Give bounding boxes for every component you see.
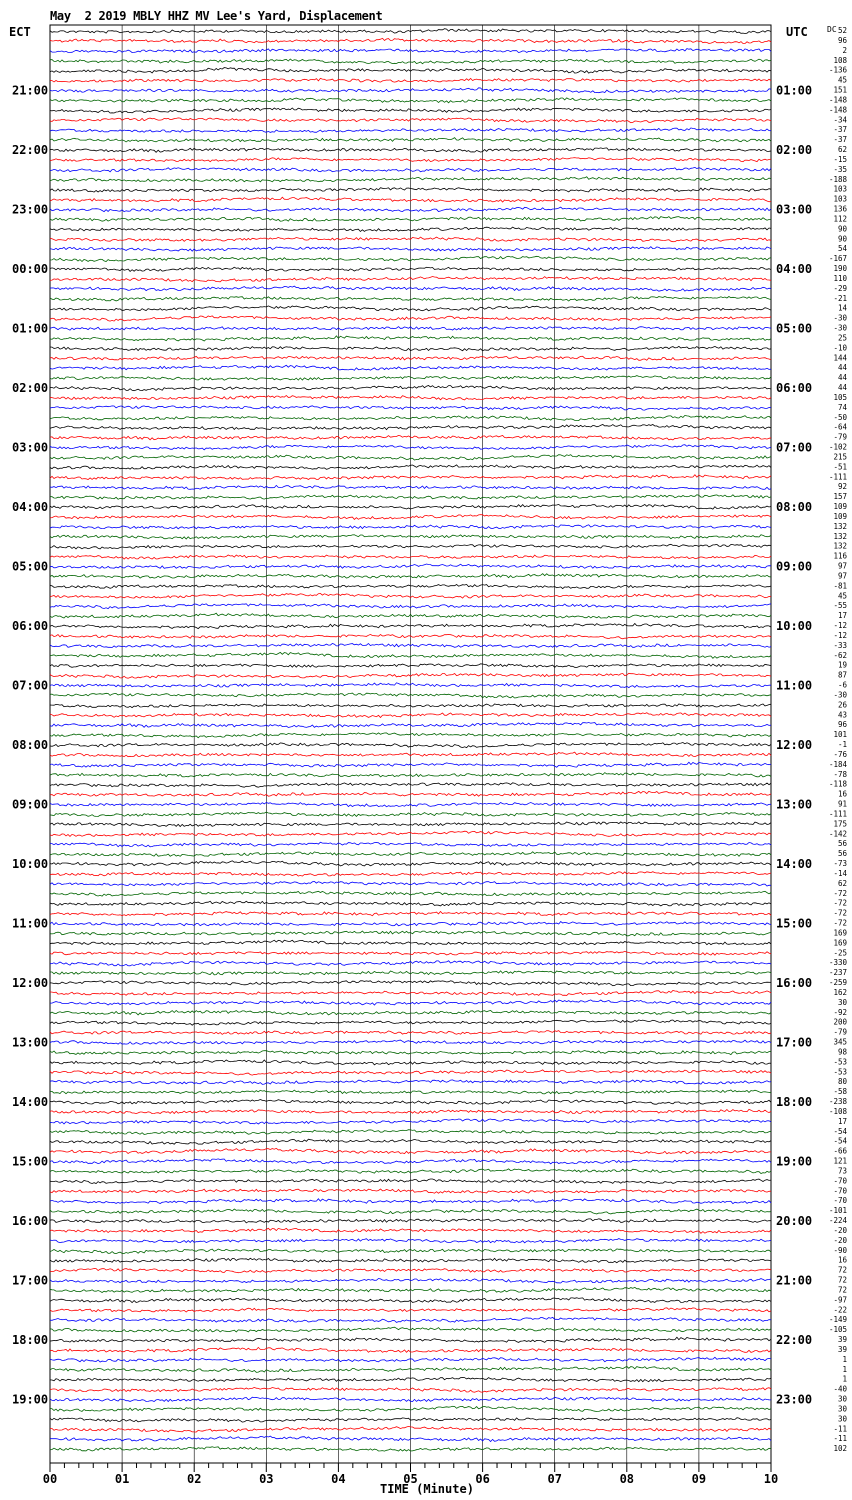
x-tick-label: 03 (259, 1472, 274, 1486)
dc-offset-label: -188 (828, 174, 847, 184)
dc-offset-label: 44 (837, 383, 847, 392)
right-hour-label: 01:00 (776, 83, 813, 98)
right-hour-label: 11:00 (776, 678, 813, 693)
dc-offset-label: -237 (828, 968, 847, 978)
dc-offset-label: 16 (837, 1255, 847, 1265)
dc-offset-label: 121 (833, 1156, 847, 1166)
dc-offset-label: -72 (833, 908, 847, 918)
dc-offset-label: -136 (828, 65, 847, 75)
right-hour-label: 20:00 (776, 1214, 813, 1228)
dc-offset-label: -62 (833, 650, 847, 660)
dc-offset-label: -184 (828, 759, 847, 769)
dc-offset-label: 1 (842, 1354, 847, 1364)
dc-offset-label: 175 (833, 819, 847, 829)
dc-offset-label: 17 (837, 611, 847, 621)
dc-offset-label: -90 (833, 1245, 847, 1255)
right-hour-label: 14:00 (776, 857, 813, 871)
dc-offset-label: 62 (837, 145, 847, 154)
x-tick-label: 06 (475, 1472, 490, 1486)
dc-offset-label: 90 (837, 234, 847, 244)
dc-offset-label: -1 (837, 740, 847, 749)
dc-offset-label: 1 (842, 1364, 847, 1374)
right-hour-label: 21:00 (776, 1273, 813, 1288)
x-tick-label: 05 (403, 1472, 418, 1486)
dc-offset-label: -33 (833, 640, 847, 650)
left-hour-label: 06:00 (12, 619, 49, 633)
dc-offset-label: 90 (837, 224, 847, 234)
left-hour-label: 22:00 (12, 143, 49, 157)
dc-offset-label: -34 (833, 115, 847, 125)
dc-offset-label: -73 (833, 859, 847, 868)
left-hour-label: 00:00 (12, 262, 49, 276)
dc-offset-label: -58 (833, 1087, 847, 1097)
dc-offset-label: -79 (833, 1027, 847, 1037)
dc-offset-label: 44 (837, 363, 847, 373)
dc-offset-label: -30 (833, 690, 847, 700)
dc-offset-label: -70 (833, 1176, 847, 1186)
dc-offset-label: -101 (828, 1206, 847, 1216)
dc-offset-label: -35 (833, 164, 847, 174)
dc-offset-label: 96 (837, 720, 847, 730)
dc-offset-label: -108 (828, 1106, 847, 1116)
dc-offset-label: 103 (833, 194, 847, 204)
left-hour-label: 11:00 (12, 916, 49, 931)
dc-offset-label: -54 (833, 1136, 847, 1146)
right-hour-label: 13:00 (776, 797, 813, 812)
x-tick-label: 02 (186, 1472, 202, 1486)
x-tick-label: 08 (619, 1472, 635, 1486)
dc-offset-label: 73 (837, 1166, 847, 1176)
dc-offset-label: -11 (833, 1434, 847, 1444)
dc-offset-label: -72 (833, 888, 847, 898)
dc-offset-label: -29 (833, 283, 847, 293)
dc-offset-label: 92 (837, 482, 847, 492)
dc-offset-label: -259 (828, 978, 847, 987)
dc-offset-label: 74 (837, 402, 847, 412)
dc-offset-label: 25 (837, 333, 847, 343)
right-hour-label: 18:00 (776, 1095, 813, 1109)
x-tick-label: 04 (331, 1472, 346, 1486)
dc-offset-label: 56 (837, 839, 847, 849)
dc-offset-label: -12 (833, 630, 847, 640)
dc-offset-label: 116 (833, 551, 847, 561)
left-hour-label: 18:00 (12, 1333, 49, 1347)
chart-title: May 2 2019 MBLY HHZ MV Lee's Yard, Displacement (50, 9, 383, 23)
dc-offset-label: 97 (837, 571, 847, 581)
dc-offset-label: 102 (833, 1444, 847, 1454)
dc-offset-label: 26 (837, 700, 847, 710)
dc-offset-label: -11 (833, 1424, 847, 1434)
dc-offset-label: 44 (837, 373, 847, 383)
right-hour-label: 05:00 (776, 321, 813, 336)
dc-offset-label: -37 (833, 125, 847, 135)
dc-offset-label: -238 (828, 1097, 847, 1106)
dc-offset-label: -54 (833, 1126, 847, 1136)
dc-offset-label: 43 (837, 710, 847, 720)
dc-offset-label: 45 (837, 75, 847, 85)
right-hour-label: 08:00 (776, 500, 813, 514)
dc-offset-label: 109 (833, 511, 847, 521)
left-hour-label: 10:00 (12, 857, 49, 871)
x-tick-label: 07 (547, 1472, 562, 1486)
dc-offset-label: -111 (828, 809, 847, 819)
right-hour-label: 15:00 (776, 916, 813, 931)
dc-offset-label: -22 (833, 1305, 847, 1315)
dc-offset-label: 101 (833, 730, 847, 740)
dc-offset-label: -64 (833, 422, 847, 432)
dc-offset-label: -30 (833, 313, 847, 323)
dc-offset-label: 62 (837, 878, 847, 888)
right-hour-label: 12:00 (776, 738, 813, 752)
dc-offset-label: 110 (833, 273, 847, 283)
left-hour-label: 23:00 (12, 202, 49, 217)
dc-offset-label: 132 (833, 531, 847, 541)
dc-offset-label: 30 (837, 1394, 847, 1404)
dc-offset-label: -148 (828, 95, 847, 105)
dc-offset-label: -224 (828, 1216, 847, 1225)
dc-offset-label: 56 (837, 849, 847, 859)
left-hour-label: 19:00 (12, 1392, 49, 1407)
dc-offset-label: 136 (833, 204, 847, 214)
dc-offset-label: 162 (833, 987, 847, 997)
dc-offset-label: 132 (833, 521, 847, 531)
dc-offset-label: -50 (833, 412, 847, 422)
dc-offset-label: 103 (833, 184, 847, 194)
left-hour-label: 12:00 (12, 976, 49, 990)
dc-offset-label: 109 (833, 502, 847, 511)
dc-offset-label: -78 (833, 769, 847, 779)
dc-offset-label: -102 (828, 442, 847, 452)
dc-offset-label: 190 (833, 264, 847, 273)
dc-offset-label: 132 (833, 541, 847, 551)
dc-offset-label: 72 (837, 1275, 847, 1285)
dc-offset-label: -25 (833, 948, 847, 958)
left-hour-label: 15:00 (12, 1154, 49, 1169)
x-tick-label: 00 (42, 1472, 58, 1486)
dc-offset-label: -148 (828, 105, 847, 115)
right-hour-label: 06:00 (776, 381, 813, 395)
dc-offset-label: -149 (828, 1315, 847, 1325)
dc-offset-label: 45 (837, 591, 847, 601)
x-tick-label: 09 (691, 1472, 707, 1486)
dc-offset-label: 108 (833, 55, 847, 65)
dc-offset-label: -15 (833, 154, 847, 164)
dc-offset-label: 52 (837, 26, 847, 35)
dc-offset-label: 1 (842, 1374, 847, 1384)
left-hour-label: 13:00 (12, 1035, 49, 1050)
left-hour-label: 14:00 (12, 1095, 49, 1109)
dc-offset-label: 105 (833, 392, 847, 402)
dc-offset-label: 97 (837, 561, 847, 571)
dc-offset-label: -40 (833, 1384, 847, 1394)
dc-offset-label: 96 (837, 35, 847, 45)
x-axis-label: TIME (Minute) (380, 1482, 474, 1496)
dc-offset-label: -97 (833, 1295, 847, 1305)
dc-offset-label: -10 (833, 343, 847, 353)
dc-offset-label: 169 (833, 928, 847, 938)
dc-offset-label: -6 (837, 680, 847, 690)
dc-offset-label: 39 (837, 1335, 847, 1344)
dc-offset-label: -92 (833, 1007, 847, 1017)
left-hour-label: 16:00 (12, 1214, 49, 1228)
right-timezone-label: UTC (786, 25, 808, 39)
left-hour-label: 01:00 (12, 321, 49, 336)
dc-offset-label: -72 (833, 898, 847, 908)
dc-offset-label: 2 (842, 45, 847, 55)
left-timezone-label: ECT (9, 25, 31, 39)
dc-offset-label: 80 (837, 1077, 847, 1087)
right-hour-label: 04:00 (776, 262, 813, 276)
left-hour-label: 07:00 (12, 678, 49, 693)
dc-offset-label: 72 (837, 1285, 847, 1295)
x-tick-label: 01 (114, 1472, 130, 1486)
dc-offset-label: -53 (833, 1067, 847, 1077)
dc-offset-label: 169 (833, 938, 847, 948)
dc-offset-label: -12 (833, 621, 847, 630)
dc-column-label: DC (827, 25, 837, 34)
dc-offset-label: -118 (828, 779, 847, 789)
dc-offset-label: 112 (833, 214, 847, 224)
dc-offset-label: 16 (837, 789, 847, 799)
dc-offset-label: 17 (837, 1116, 847, 1126)
left-hour-label: 03:00 (12, 440, 49, 455)
left-hour-label: 09:00 (12, 797, 49, 812)
right-hour-label: 07:00 (776, 440, 813, 455)
left-hour-label: 21:00 (12, 83, 49, 98)
dc-offset-label: -37 (833, 135, 847, 145)
dc-offset-label: -21 (833, 293, 847, 303)
dc-offset-label: 30 (837, 1404, 847, 1414)
dc-offset-label: 30 (837, 1414, 847, 1424)
right-hour-label: 02:00 (776, 143, 813, 157)
dc-offset-label: -55 (833, 601, 847, 611)
dc-offset-label: -51 (833, 462, 847, 472)
dc-offset-label: -20 (833, 1225, 847, 1235)
dc-offset-label: -79 (833, 432, 847, 442)
dc-offset-label: 151 (833, 85, 847, 95)
dc-offset-label: 72 (837, 1265, 847, 1275)
dc-offset-label: 14 (837, 303, 847, 313)
dc-offset-label: -142 (828, 829, 847, 839)
dc-offset-label: -53 (833, 1057, 847, 1067)
right-hour-label: 03:00 (776, 202, 813, 217)
dc-offset-label: -72 (833, 918, 847, 928)
dc-offset-label: -66 (833, 1146, 847, 1156)
dc-offset-label: 91 (837, 799, 847, 809)
right-hour-label: 19:00 (776, 1154, 813, 1169)
dc-offset-label: 345 (833, 1037, 847, 1047)
right-hour-label: 23:00 (776, 1392, 813, 1407)
dc-offset-label: -111 (828, 472, 847, 482)
right-hour-label: 17:00 (776, 1035, 813, 1050)
left-hour-label: 08:00 (12, 738, 49, 752)
dc-offset-label: 19 (837, 660, 847, 670)
dc-offset-label: -14 (833, 868, 847, 878)
dc-offset-label: 200 (833, 1017, 847, 1027)
left-hour-label: 04:00 (12, 500, 49, 514)
left-hour-label: 02:00 (12, 381, 49, 395)
right-hour-label: 10:00 (776, 619, 813, 633)
dc-offset-label: -76 (833, 749, 847, 759)
dc-offset-label: -167 (828, 254, 847, 264)
dc-offset-label: 215 (833, 452, 847, 462)
left-hour-label: 05:00 (12, 559, 49, 574)
dc-offset-label: -20 (833, 1235, 847, 1245)
dc-offset-label: -70 (833, 1196, 847, 1206)
dc-offset-label: -70 (833, 1186, 847, 1196)
dc-offset-label: 87 (837, 670, 847, 680)
dc-offset-label: 30 (837, 997, 847, 1007)
dc-offset-label: 98 (837, 1047, 847, 1057)
right-hour-label: 09:00 (776, 559, 813, 574)
dc-offset-label: 54 (837, 244, 847, 254)
x-tick-label: 10 (763, 1472, 779, 1486)
left-hour-label: 17:00 (12, 1273, 49, 1288)
dc-offset-label: -30 (833, 323, 847, 333)
dc-offset-label: 144 (833, 353, 847, 363)
right-hour-label: 16:00 (776, 976, 813, 990)
dc-offset-label: 157 (833, 492, 847, 502)
dc-offset-label: 39 (837, 1344, 847, 1354)
dc-offset-label: -81 (833, 581, 847, 591)
dc-offset-label: -105 (828, 1325, 847, 1335)
right-hour-label: 22:00 (776, 1333, 813, 1347)
dc-offset-label: -330 (828, 958, 847, 968)
